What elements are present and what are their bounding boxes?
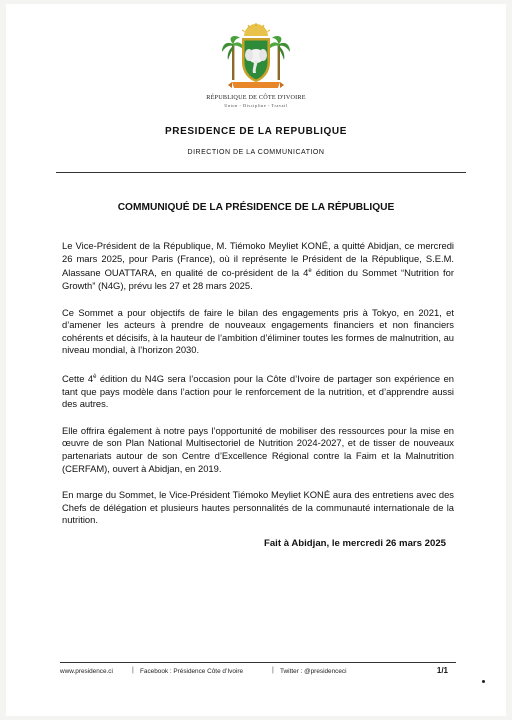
footer-website-link[interactable]: www.presidence.ci xyxy=(60,668,113,675)
place-date-signoff: Fait à Abidjan, le mercredi 26 mars 2025 xyxy=(263,538,446,549)
communique-body xyxy=(62,240,454,541)
ribbon-banner-icon xyxy=(228,82,284,88)
document-page xyxy=(6,4,506,716)
paragraph-4: Elle offrira également à notre pays l’opportunité de mobiliser des ressources pour la mise en œuvre de son Plan National Multisectoriel de Nutrition 2024-2027, et de tisser de nouveaux partenariats autour de son Centre d’Excellence Régional contre la Faim et la Malnutrition (CERFAM), ouvert à Abidjan, en 2019. xyxy=(62,424,454,474)
footer-facebook-link[interactable]: Facebook : Présidence Côte d’Ivoire xyxy=(140,668,244,675)
header-divider xyxy=(56,172,466,173)
communique-title: COMMUNIQUÉ DE LA PRÉSIDENCE DE LA RÉPUBLIQUE xyxy=(117,202,395,213)
paragraph-5: En marge du Sommet, le Vice-Président Tiémoko Meyliet KONÉ aura des entretiens avec des Chefs de délégation et plusieurs hautes personnalités de la communauté internationale de la nutrition. xyxy=(62,489,454,526)
footer-separator: | xyxy=(132,667,134,674)
shield-icon xyxy=(242,38,270,82)
department-heading: DIRECTION DE LA COMMUNICATION xyxy=(187,149,325,156)
rising-sun-icon xyxy=(242,23,270,36)
footer-twitter-link[interactable]: Twitter : @presidenceci xyxy=(280,668,347,675)
page-number: 1/1 xyxy=(436,666,448,675)
country-name: RÉPUBLIQUE DE CÔTE D'IVOIRE xyxy=(206,94,306,101)
stray-dot xyxy=(482,680,485,683)
footer-divider xyxy=(60,662,456,663)
national-motto: Union - Discipline - Travail xyxy=(224,103,288,108)
paragraph-3: Cette $4^è$ édition du N4G sera l’occasion pour la Côte d’Ivoire de partager son expérience en tant que pays modèle dans l’action pour le renforcement de la nutrition, et d’apprendre aussi des autres. xyxy=(62,373,454,410)
palm-tree-left-icon xyxy=(222,36,244,80)
paragraph-1: Le Vice-Président de la République, M. Tiémoko Meyliet KONÉ, a quitté Abidjan, ce mercredi 26 mars 2025, pour Paris (France), où il représente le Président de la République, S.E.M. Alassane OUATTARA, en qualité de co-président de la 4e édition du Sommet “Nutrition for Growth” (N4G), prévu les 27 et 28 mars 2025. xyxy=(62,240,454,291)
paragraph-2: Ce Sommet a pour objectifs de faire le bilan des engagements pris à Tokyo, en 2021, et d’amener les acteurs à prendre de nouveaux engagements financiers et non financiers cohérents et décisifs, à la hauteur de l’ambition d’éliminer toutes les formes de malnutrition, au niveau mondial, à l’horizon 2030. xyxy=(62,306,454,356)
coat-of-arms-emblem xyxy=(222,22,290,92)
footer-separator: | xyxy=(272,667,274,674)
palm-tree-right-icon xyxy=(268,36,290,80)
institution-heading: PRESIDENCE DE LA REPUBLIQUE xyxy=(165,126,347,137)
